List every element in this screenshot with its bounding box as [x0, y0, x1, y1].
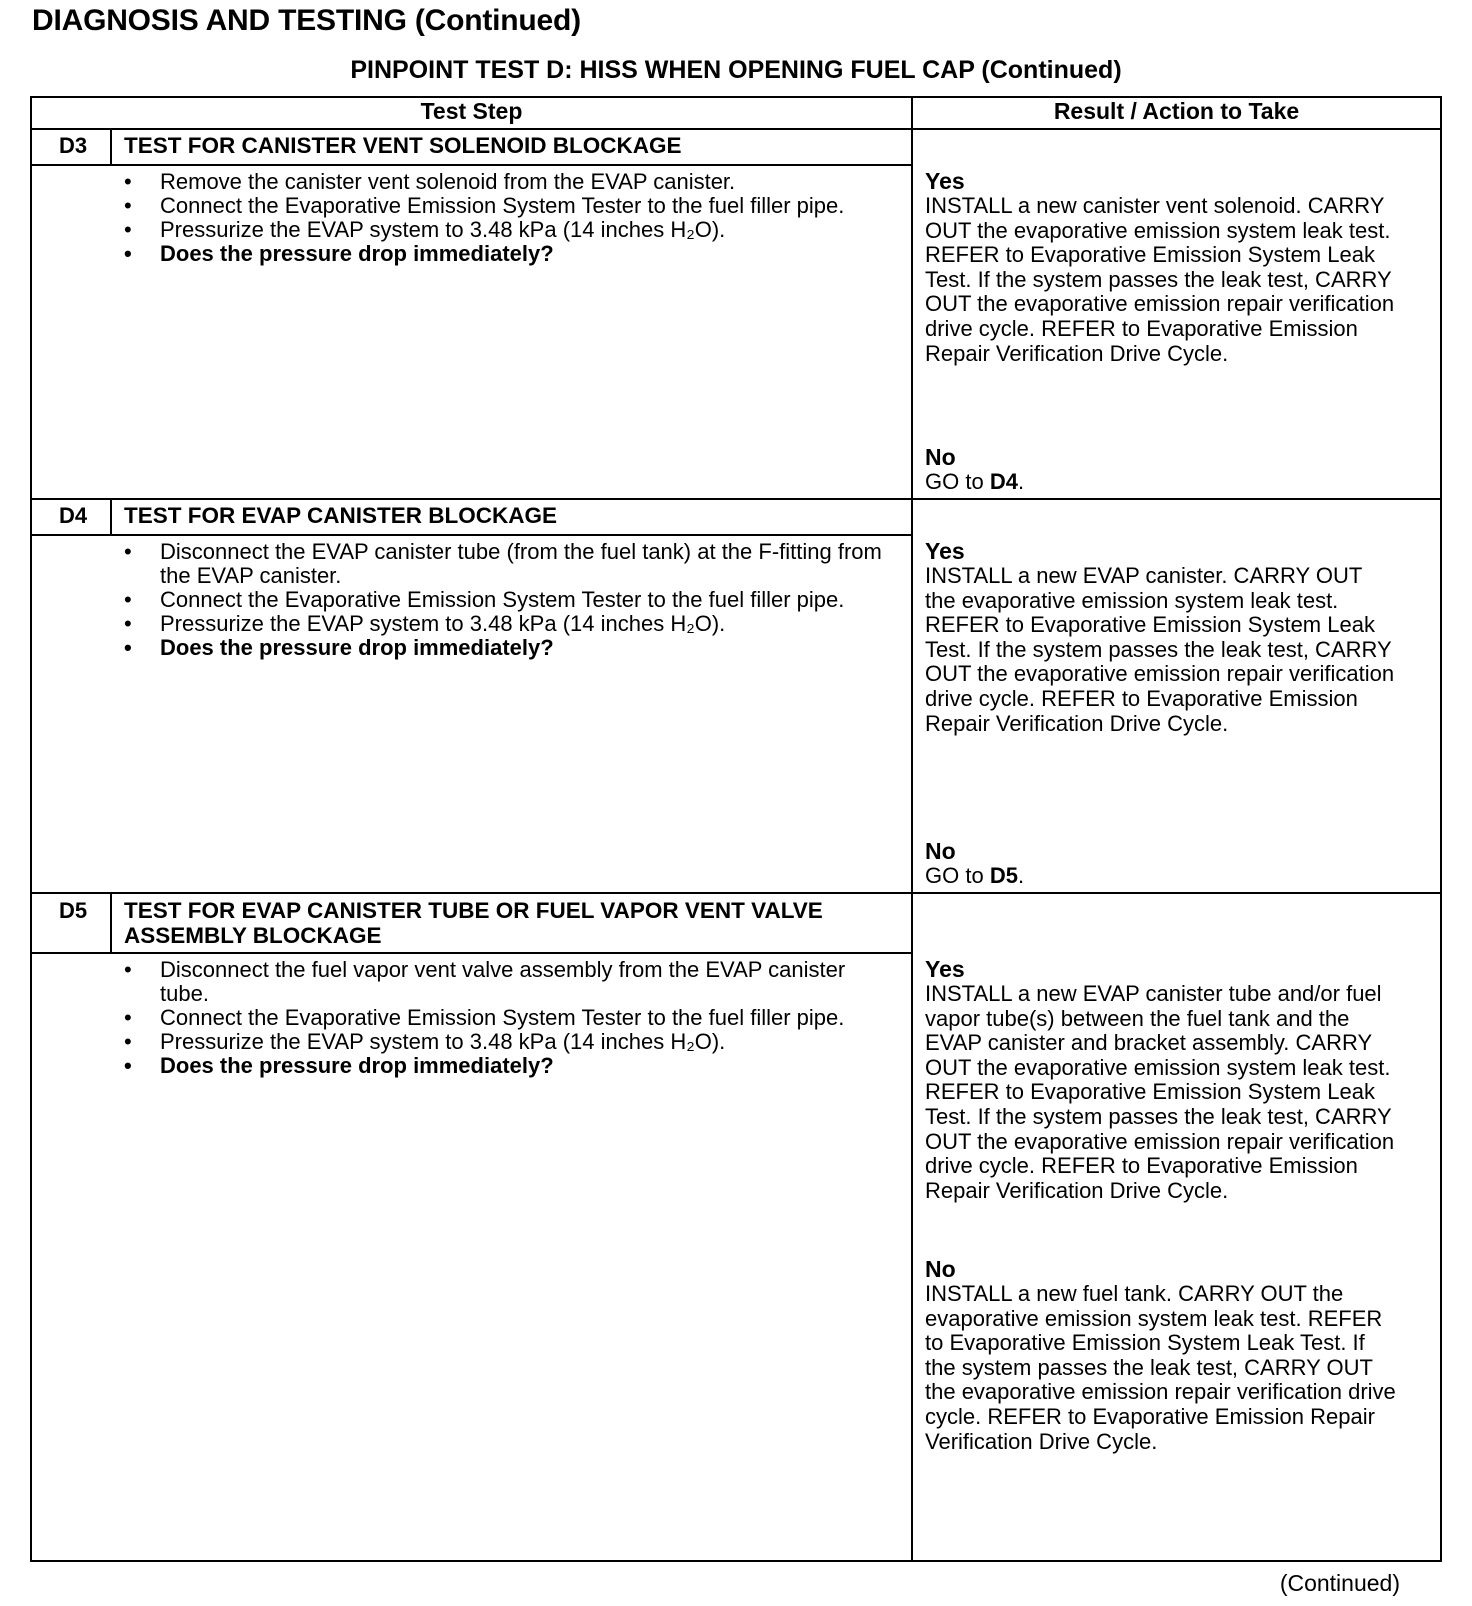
bullet-item: • Pressurize the EVAP system to 3.48 kPa (14 inches H₂O). — [124, 1030, 894, 1054]
step-title-rule — [30, 164, 912, 166]
yes-label-d3: Yes — [925, 168, 965, 194]
yes-label-d4: Yes — [925, 538, 965, 564]
yes-text-d5: INSTALL a new EVAP canister tube and/or fuel vapor tube(s) between the fuel tank and the EVAP canister and bracket assembly. CARRY OUT the evaporative emission system leak test. REFER to Evaporative Emission System Leak Test. If the system passes the leak test, CARRY OUT the evaporative emission repair verification drive cycle. REFER to Evaporative Emission Repair Verification Drive Cycle. — [925, 981, 1395, 1203]
step-question: • Does the pressure drop immediately? — [124, 1054, 894, 1078]
no-text-d4 — [925, 864, 1397, 889]
no-suffix: . — [1017, 469, 1025, 494]
yes-label-d5: Yes — [925, 956, 965, 982]
no-suffix: . — [1017, 863, 1025, 888]
no-label-d4: No — [925, 838, 956, 864]
goto-link-d5[interactable]: D5 — [989, 863, 1018, 888]
step-title-d4: TEST FOR EVAP CANISTER BLOCKAGE — [124, 503, 557, 528]
column-divider — [911, 96, 913, 1562]
row-rule — [30, 498, 1442, 500]
step-number-d5: D5 — [58, 898, 88, 923]
bullet-item: • Disconnect the fuel vapor vent valve assembly from the EVAP canister tube. — [124, 958, 894, 1006]
no-label-d3: No — [925, 444, 956, 470]
bullet-item: • Pressurize the EVAP system to 3.48 kPa (14 inches H₂O). — [124, 218, 894, 242]
bullet-item: • Connect the Evaporative Emission System Tester to the fuel filler pipe. — [124, 194, 894, 218]
step-title-rule — [30, 952, 912, 954]
yes-text-d4: INSTALL a new EVAP canister. CARRY OUT the evaporative emission system leak test. REFER to Evaporative Emission System Leak Test. If the system passes the leak test, CARRY OUT the evaporative emission repair verification drive cycle. REFER to Evaporative Emission Repair Verification Drive Cycle. — [925, 563, 1395, 736]
step-question: • Does the pressure drop immediately? — [124, 242, 894, 266]
no-prefix: GO to — [925, 863, 984, 888]
step-title-d5: TEST FOR EVAP CANISTER TUBE OR FUEL VAPOR VENT VALVE ASSEMBLY BLOCKAGE — [124, 898, 823, 948]
header-result: Result / Action to Take — [1053, 98, 1300, 124]
table-title: PINPOINT TEST D: HISS WHEN OPENING FUEL CAP (Continued) — [350, 56, 1122, 84]
step-bullets-d5 — [124, 958, 894, 1078]
bullet-item: • Disconnect the EVAP canister tube (from the fuel tank) at the F-fitting from the EVAP canister. — [124, 540, 894, 588]
step-bullets-d4 — [124, 540, 894, 660]
step-bullets-d3 — [124, 170, 894, 266]
page-title: DIAGNOSIS AND TESTING (Continued) — [32, 4, 581, 37]
step-number-d3: D3 — [58, 133, 88, 158]
yes-text-d3: INSTALL a new canister vent solenoid. CARRY OUT the evaporative emission system leak test. REFER to Evaporative Emission System Leak Test. If the system passes the leak test, CARRY OUT the evaporative emission repair verification drive cycle. REFER to Evaporative Emission Repair Verification Drive Cycle. — [925, 193, 1395, 366]
header-test-step: Test Step — [420, 98, 523, 124]
bullet-item: • Pressurize the EVAP system to 3.48 kPa (14 inches H₂O). — [124, 612, 894, 636]
header-rule — [30, 128, 1442, 130]
row-rule — [30, 892, 1442, 894]
continued-note: (Continued) — [1279, 1570, 1400, 1596]
step-number-d4: D4 — [58, 503, 88, 528]
bullet-item: • Connect the Evaporative Emission System Tester to the fuel filler pipe. — [124, 1006, 894, 1030]
step-title-rule — [30, 534, 912, 536]
goto-link-d4[interactable]: D4 — [989, 469, 1018, 494]
step-title-d3: TEST FOR CANISTER VENT SOLENOID BLOCKAGE — [124, 133, 682, 158]
no-prefix: GO to — [925, 469, 984, 494]
no-text-d3 — [925, 470, 1397, 495]
bullet-item: • Connect the Evaporative Emission System Tester to the fuel filler pipe. — [124, 588, 894, 612]
no-label-d5: No — [925, 1256, 956, 1282]
bullet-item: • Remove the canister vent solenoid from the EVAP canister. — [124, 170, 894, 194]
step-question: • Does the pressure drop immediately? — [124, 636, 894, 660]
no-text-d5: INSTALL a new fuel tank. CARRY OUT the evaporative emission system leak test. REFER to Evaporative Emission System Leak Test. If the system passes the leak test, CARRY OUT the evaporative emission repair verification drive cycle. REFER to Evaporative Emission Repair Verification Drive Cycle. — [925, 1281, 1396, 1454]
